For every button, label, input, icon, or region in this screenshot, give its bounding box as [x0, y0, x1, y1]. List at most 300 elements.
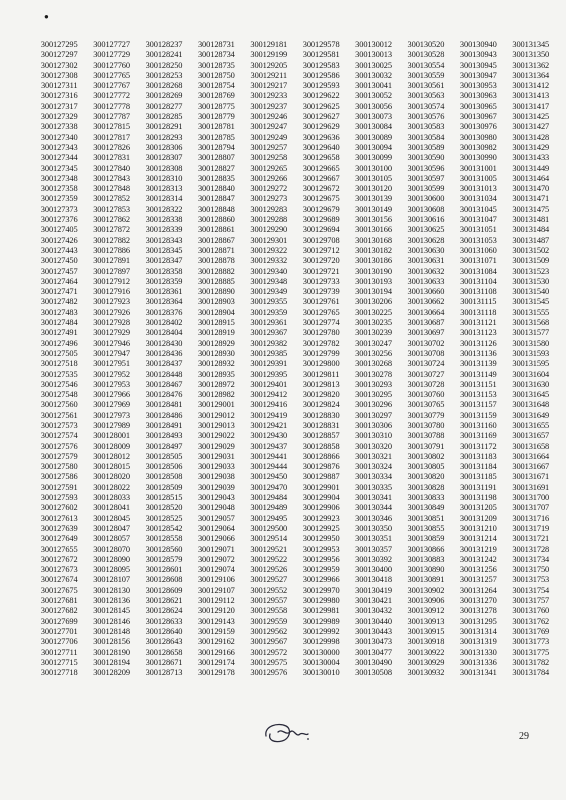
table-cell: 300131433 — [512, 153, 550, 163]
table-cell: 300128130 — [93, 585, 130, 595]
table-cell: 300127405 — [40, 225, 78, 235]
table-cell: 300129675 — [302, 194, 340, 204]
table-cell: 300131645 — [512, 390, 550, 400]
table-cell: 300128022 — [93, 482, 130, 492]
table-cell: 300131784 — [512, 668, 550, 678]
table-cell: 300131345 — [512, 40, 550, 49]
table-cell: 300130947 — [459, 70, 497, 80]
table-cell: 300131001 — [459, 163, 497, 173]
table-cell: 300128001 — [93, 431, 130, 441]
table-cell: 300131757 — [512, 596, 550, 606]
table-cell: 300129283 — [250, 204, 288, 214]
table-cell: 300131210 — [459, 523, 497, 533]
table-cell: 300131013 — [459, 184, 497, 194]
table-cell: 300129824 — [302, 400, 340, 410]
table-row — [33, 267, 557, 277]
table-cell: 300129667 — [302, 173, 340, 183]
table-cell: 300127929 — [93, 328, 130, 338]
table-cell: 300131149 — [460, 369, 497, 379]
table-cell: 300127348 — [40, 173, 78, 183]
table-cell: 300128640 — [145, 626, 183, 636]
table-cell: 300127947 — [93, 348, 130, 358]
table-cell: 300130687 — [407, 318, 445, 328]
table-cell: 300128020 — [93, 472, 130, 482]
table-cell: 300130400 — [355, 565, 392, 575]
table-cell: 300130473 — [355, 637, 392, 647]
table-cell: 300130120 — [355, 184, 392, 194]
table-cell: 300129419 — [250, 410, 288, 420]
table-cell: 300130788 — [407, 431, 445, 441]
table-cell: 300129301 — [250, 235, 288, 245]
table-cell: 300130805 — [407, 462, 445, 472]
table-cell: 300130765 — [407, 400, 445, 410]
table-cell: 300127546 — [40, 379, 78, 389]
table-cell: 300128308 — [145, 163, 183, 173]
table-cell: 300128903 — [197, 297, 235, 307]
table-cell: 300129572 — [250, 647, 288, 657]
table-cell: 300128269 — [145, 91, 183, 101]
table-cell: 300129266 — [250, 173, 288, 183]
table-cell: 300131782 — [512, 657, 550, 667]
table-cell: 300129412 — [250, 390, 288, 400]
table-cell: 300130344 — [355, 503, 392, 513]
table-cell: 300131139 — [460, 359, 497, 369]
table-cell: 300130866 — [407, 544, 445, 554]
table-cell: 300131760 — [512, 606, 550, 616]
table-cell: 300129421 — [250, 420, 288, 430]
table-cell: 300128402 — [145, 318, 183, 328]
table-row — [33, 606, 557, 616]
table-row — [33, 277, 557, 287]
table-row — [33, 318, 557, 328]
table-cell: 300130563 — [407, 91, 445, 101]
table-cell: 300128136 — [93, 596, 130, 606]
table-cell: 300127872 — [93, 225, 130, 235]
table-cell: 300128045 — [93, 513, 130, 523]
table-row — [33, 91, 557, 101]
table-cell: 300127831 — [93, 153, 130, 163]
table-cell: 300127966 — [93, 390, 130, 400]
table-cell: 300131169 — [460, 431, 497, 441]
table-cell: 300130664 — [407, 307, 445, 317]
table-cell: 300129029 — [197, 441, 235, 451]
table-cell: 300131198 — [460, 493, 497, 503]
table-cell: 300127718 — [40, 668, 78, 678]
table-cell: 300130890 — [407, 565, 445, 575]
table-cell: 300130940 — [459, 40, 497, 49]
table-row — [33, 81, 557, 91]
table-cell: 300128935 — [197, 369, 235, 379]
table-cell: 300127297 — [40, 50, 78, 60]
table-cell: 300130443 — [355, 626, 392, 636]
table-cell: 300130929 — [407, 657, 445, 667]
table-cell: 300128840 — [197, 184, 235, 194]
table-cell: 300130013 — [355, 50, 392, 60]
table-cell: 300127817 — [93, 132, 130, 142]
table-cell: 300131595 — [512, 359, 550, 369]
table-cell: 300130912 — [407, 606, 445, 616]
table-cell: 300131540 — [512, 287, 550, 297]
table-cell: 300130583 — [407, 122, 445, 132]
table-cell: 300131417 — [512, 101, 550, 111]
table-cell: 300130708 — [407, 348, 445, 358]
table-cell: 300128148 — [93, 626, 130, 636]
table-cell: 300130922 — [407, 647, 445, 657]
table-cell: 300127843 — [93, 173, 130, 183]
table-cell: 300131151 — [460, 379, 497, 389]
table-cell: 300127591 — [40, 482, 78, 492]
table-cell: 300128857 — [302, 431, 340, 441]
table-row — [33, 308, 557, 318]
table-cell: 300128364 — [145, 297, 183, 307]
table-row — [33, 658, 557, 668]
table-cell: 300128359 — [145, 276, 183, 286]
table-cell: 300128194 — [93, 657, 130, 667]
table-cell: 300127343 — [40, 142, 78, 152]
table-cell: 300129348 — [250, 276, 288, 286]
table-cell: 300127989 — [93, 420, 130, 430]
table-cell: 300128107 — [93, 575, 130, 585]
table-cell: 300130906 — [407, 596, 445, 606]
table-cell: 300127593 — [40, 493, 78, 503]
table-cell: 300129992 — [302, 626, 340, 636]
table-cell: 300127359 — [40, 194, 78, 204]
table-cell: 300130297 — [355, 410, 392, 420]
table-cell: 300129470 — [250, 482, 288, 492]
table-cell: 300128268 — [145, 81, 183, 91]
table-cell: 300131214 — [459, 534, 497, 544]
table-cell: 300129199 — [250, 50, 288, 60]
table-row — [33, 164, 557, 174]
table-cell: 300131502 — [512, 245, 550, 255]
table-cell: 300129721 — [302, 266, 340, 276]
table-cell: 300128253 — [145, 70, 183, 80]
table-cell: 300128338 — [145, 215, 183, 225]
table-cell: 300129178 — [197, 668, 235, 678]
table-cell: 300128047 — [93, 523, 130, 533]
table-cell: 300128277 — [145, 101, 183, 111]
table-cell: 300129174 — [197, 657, 235, 667]
table-cell: 300129382 — [250, 338, 288, 348]
table-cell: 300129217 — [250, 81, 288, 91]
table-cell: 300130392 — [355, 554, 392, 564]
table-cell: 300128848 — [197, 204, 235, 214]
table-cell: 300130660 — [407, 287, 445, 297]
table-cell: 300129800 — [302, 359, 340, 369]
table-cell: 300131425 — [512, 112, 550, 122]
table-cell: 300127471 — [40, 287, 78, 297]
table-cell: 300130990 — [459, 153, 497, 163]
table-cell: 300129071 — [197, 544, 235, 554]
table-row — [33, 637, 557, 647]
table-cell: 300130477 — [355, 647, 392, 657]
table-cell: 300131568 — [512, 318, 550, 328]
table-cell: 300130902 — [407, 585, 445, 595]
table-row — [33, 442, 557, 452]
table-cell: 300127760 — [93, 60, 130, 70]
table-row — [33, 215, 557, 225]
table-cell: 300128972 — [197, 379, 235, 389]
table-cell: 300131728 — [512, 544, 550, 554]
table-cell: 300128009 — [93, 441, 130, 451]
table-cell: 300131545 — [512, 297, 550, 307]
table-cell: 300130915 — [407, 626, 445, 636]
table-row — [33, 102, 557, 112]
table-row — [33, 328, 557, 338]
table-cell: 300128750 — [197, 70, 235, 80]
table-cell: 300131183 — [460, 451, 497, 461]
table-cell: 300131530 — [512, 276, 550, 286]
table-cell: 300128306 — [145, 142, 183, 152]
table-cell: 300129970 — [302, 585, 340, 595]
table-cell: 300130554 — [407, 60, 445, 70]
table-cell: 300128831 — [302, 420, 340, 430]
table-cell: 300128734 — [197, 50, 235, 60]
table-cell: 300130320 — [355, 441, 392, 451]
table-cell: 300127711 — [40, 647, 78, 657]
table-cell: 300129288 — [250, 215, 288, 225]
table-cell: 300129322 — [250, 245, 288, 255]
table-cell: 300131471 — [512, 194, 550, 204]
page-number: 29 — [519, 731, 529, 742]
table-cell: 300131047 — [459, 215, 497, 225]
table-cell: 300130608 — [407, 204, 445, 214]
table-cell: 300128929 — [197, 338, 235, 348]
table-cell: 300127579 — [40, 451, 78, 461]
table-cell: 300129064 — [197, 523, 235, 533]
table-row — [33, 153, 557, 163]
table-cell: 300128250 — [145, 60, 183, 70]
table-cell: 300131658 — [512, 441, 550, 451]
table-cell: 300130094 — [355, 142, 392, 152]
table-cell: 300128779 — [197, 112, 235, 122]
table-row — [33, 349, 557, 359]
table-row — [33, 483, 557, 493]
table-cell: 300129233 — [250, 91, 288, 101]
table-cell: 300128070 — [93, 544, 130, 554]
table-cell: 300127548 — [40, 390, 78, 400]
table-cell: 300128493 — [145, 431, 183, 441]
table-cell: 300129430 — [250, 431, 288, 441]
table-cell: 300129526 — [250, 565, 288, 575]
table-cell: 300129627 — [302, 112, 340, 122]
table-cell: 300129022 — [197, 431, 235, 441]
table-cell: 300130791 — [407, 441, 445, 451]
table-cell: 300130945 — [459, 60, 497, 70]
table-cell: 300130932 — [407, 668, 445, 678]
table-row — [33, 112, 557, 122]
table-cell: 300131719 — [512, 523, 550, 533]
table-cell: 300127682 — [40, 606, 78, 616]
table-cell: 300127969 — [93, 400, 130, 410]
table-row — [33, 71, 557, 81]
table-cell: 300130802 — [407, 451, 445, 461]
table-cell: 300127952 — [93, 369, 130, 379]
table-cell: 300129143 — [197, 616, 235, 626]
table-cell: 300130268 — [355, 359, 392, 369]
table-cell: 300131630 — [512, 379, 550, 389]
table-cell: 300128785 — [197, 132, 235, 142]
table-cell: 300127912 — [93, 276, 130, 286]
table-cell: 300129799 — [302, 348, 340, 358]
table-cell: 300131121 — [460, 318, 497, 328]
table-cell: 300131256 — [459, 565, 497, 575]
table-cell: 300130561 — [407, 81, 445, 91]
table-cell: 300128436 — [145, 348, 183, 358]
table-cell: 300129361 — [250, 318, 288, 328]
table-cell: 300129273 — [250, 194, 288, 204]
table-cell: 300127338 — [40, 122, 78, 132]
table-cell: 300129257 — [250, 142, 288, 152]
table-cell: 300128579 — [145, 554, 183, 564]
table-cell: 300129925 — [302, 523, 340, 533]
table-cell: 300129567 — [250, 637, 288, 647]
table-cell: 300130833 — [407, 493, 445, 503]
table-cell: 300129033 — [197, 462, 235, 472]
table-cell: 300127316 — [40, 91, 78, 101]
table-cell: 300130419 — [355, 585, 392, 595]
table-cell: 300128095 — [93, 565, 130, 575]
table-cell: 300127450 — [40, 256, 78, 266]
table-cell: 300129500 — [250, 523, 288, 533]
table-cell: 300128339 — [145, 225, 183, 235]
table-cell: 300131157 — [460, 400, 497, 410]
table-row — [33, 472, 557, 482]
table-cell: 300128090 — [93, 554, 130, 564]
table-row — [33, 503, 557, 513]
table-row — [33, 174, 557, 184]
table-cell: 300128506 — [145, 462, 183, 472]
table-cell: 300128430 — [145, 338, 183, 348]
table-cell: 300131716 — [512, 513, 550, 523]
table-cell: 300129672 — [302, 184, 340, 194]
table-cell: 300130166 — [355, 225, 392, 235]
table-cell: 300131604 — [512, 369, 550, 379]
table-cell: 300130321 — [355, 451, 392, 461]
table-cell: 300131060 — [459, 245, 497, 255]
table-cell: 300128190 — [93, 647, 130, 657]
table-cell: 300128307 — [145, 153, 183, 163]
table-cell: 300131136 — [460, 348, 497, 358]
table-cell: 300129106 — [197, 575, 235, 585]
table-cell: 300130421 — [355, 596, 392, 606]
table-cell: 300128345 — [145, 245, 183, 255]
table-cell: 300130633 — [407, 276, 445, 286]
table-cell: 300130953 — [459, 81, 497, 91]
table-cell: 300129640 — [302, 142, 340, 152]
table-cell: 300131754 — [512, 585, 550, 595]
table-cell: 300131115 — [460, 297, 497, 307]
table-row — [33, 40, 557, 50]
table-cell: 300129489 — [250, 503, 288, 513]
table-cell: 300130697 — [407, 328, 445, 338]
table-cell: 300131707 — [512, 503, 550, 513]
table-row — [33, 514, 557, 524]
table-cell: 300129761 — [302, 297, 340, 307]
table-cell: 300129622 — [302, 91, 340, 101]
table-cell: 300129521 — [250, 544, 288, 554]
table-cell: 300131172 — [460, 441, 497, 451]
table-cell: 300130139 — [355, 194, 392, 204]
table-cell: 300130346 — [355, 513, 392, 523]
table-cell: 300131671 — [512, 472, 550, 482]
table-cell: 300131762 — [512, 616, 550, 626]
table-cell: 300129552 — [250, 585, 288, 595]
table-cell: 300129575 — [250, 657, 288, 667]
table-cell: 300127916 — [93, 287, 130, 297]
table-cell: 300128343 — [145, 235, 183, 245]
table-cell: 300131319 — [459, 637, 497, 647]
table-row — [33, 524, 557, 534]
table-cell: 300130293 — [355, 379, 392, 389]
table-cell: 300130052 — [355, 91, 392, 101]
table-cell: 300131053 — [459, 235, 497, 245]
table-cell: 300127586 — [40, 472, 78, 482]
table-cell: 300130324 — [355, 462, 392, 472]
table-cell: 300128012 — [93, 451, 130, 461]
table-cell: 300129679 — [302, 204, 340, 214]
table-cell: 300129578 — [302, 40, 340, 49]
table-cell: 300131734 — [512, 554, 550, 564]
table-cell: 300129048 — [197, 503, 235, 513]
table-cell: 300128735 — [197, 60, 235, 70]
table-cell: 300127496 — [40, 338, 78, 348]
table-cell: 300130828 — [407, 482, 445, 492]
table-cell: 300130630 — [407, 245, 445, 255]
table-cell: 300128313 — [145, 184, 183, 194]
table-cell: 300130760 — [407, 390, 445, 400]
table-cell: 300131593 — [512, 348, 550, 358]
table-cell: 300127953 — [93, 379, 130, 389]
table-row — [33, 339, 557, 349]
table-cell: 300128505 — [145, 451, 183, 461]
table-cell: 300128145 — [93, 606, 130, 616]
table-cell: 300128609 — [145, 585, 183, 595]
table-row — [33, 668, 557, 678]
table-cell: 300131769 — [512, 626, 550, 636]
table-cell: 300130041 — [355, 81, 392, 91]
table-cell: 300128291 — [145, 122, 183, 132]
table-row — [33, 627, 557, 637]
table-cell: 300131034 — [459, 194, 497, 204]
table-row — [33, 555, 557, 565]
table-cell: 300130859 — [407, 534, 445, 544]
table-cell: 300131118 — [460, 307, 497, 317]
table-cell: 300127574 — [40, 431, 78, 441]
table-cell: 300127675 — [40, 585, 78, 595]
table-cell: 300127852 — [93, 194, 130, 204]
table-cell: 300129953 — [302, 544, 340, 554]
table-row — [33, 50, 557, 60]
table-cell: 300127673 — [40, 565, 78, 575]
table-cell: 300127928 — [93, 318, 130, 328]
table-cell: 300130032 — [355, 70, 392, 80]
table-cell: 300128508 — [145, 472, 183, 482]
table-cell: 300129629 — [302, 122, 340, 132]
table-cell: 300129559 — [250, 616, 288, 626]
table-cell: 300129887 — [302, 472, 340, 482]
table-cell: 300129349 — [250, 287, 288, 297]
table-cell: 300127576 — [40, 441, 78, 451]
table-cell: 300129416 — [250, 400, 288, 410]
table-cell: 300130559 — [407, 70, 445, 80]
table-cell: 300128781 — [197, 122, 235, 132]
table-cell: 300131580 — [512, 338, 550, 348]
table-cell: 300129558 — [250, 606, 288, 616]
table-cell: 300130341 — [355, 493, 392, 503]
table-cell: 300128156 — [93, 637, 130, 647]
table-cell: 300127674 — [40, 575, 78, 585]
